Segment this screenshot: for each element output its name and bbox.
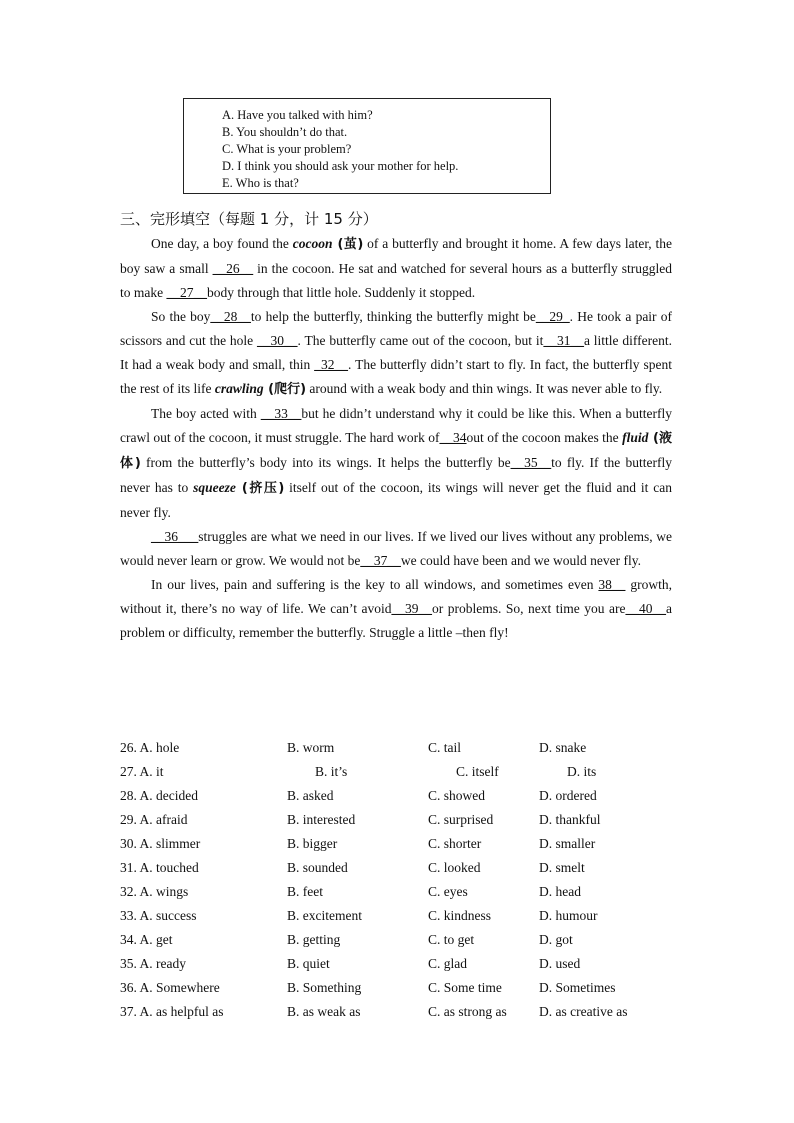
choice-c: C. showed (428, 788, 485, 803)
text: growth, without it, there’s no way of life. We can’t avoid (120, 577, 672, 616)
choice-d: D. smaller (539, 836, 596, 851)
choice-d: D. thankful (539, 812, 601, 827)
choice-d: D. as creative as (539, 1004, 628, 1019)
question-32 (120, 880, 680, 904)
choice-a: 33. A. success (120, 908, 197, 923)
paragraph-2 (120, 305, 672, 402)
choice-d: D. used (539, 956, 581, 971)
answer-choices (120, 736, 680, 1024)
choice-d: D. got (539, 932, 573, 947)
blank-27: __27__ (166, 285, 207, 300)
choice-c: C. surprised (428, 812, 494, 827)
choice-c: C. as strong as (428, 1004, 507, 1019)
choice-a: 31. A. touched (120, 860, 199, 875)
choice-c: C. shorter (428, 836, 482, 851)
text: around with a weak body and thin wings. It was never able to fly. (306, 381, 663, 396)
blank-29: __29_ (535, 309, 570, 324)
blank-32: _32__ (314, 357, 348, 372)
chinese-gloss: (茧) (332, 237, 364, 252)
choice-b: B. interested (287, 812, 356, 827)
choice-b: B. getting (287, 932, 341, 947)
option-a: A. Have you talked with him? (222, 108, 373, 122)
text: or problems. So, next time you are (431, 601, 626, 616)
text: struggles are what we need in our lives. If we lived our lives without any problems, we would never learn or grow. We would not be (120, 529, 672, 568)
chinese-gloss: (爬行) (263, 382, 307, 397)
question-28 (120, 784, 680, 808)
blank-37: __37__ (360, 553, 401, 568)
choice-a: 34. A. get (120, 932, 173, 947)
text: a problem or difficulty, remember the butterfly. Struggle a little –then fly! (120, 601, 673, 640)
chinese-gloss: (挤压) (235, 481, 285, 496)
choice-a: 30. A. slimmer (120, 836, 201, 851)
blank-39: __39__ (391, 601, 432, 616)
chinese-gloss: (液体) (120, 431, 672, 471)
text: itself out of the cocoon, its wings will never get the fluid and it can never fly. (120, 480, 672, 520)
question-27 (120, 760, 680, 784)
choice-b: B. feet (287, 884, 323, 899)
option-c: C. What is your problem? (222, 142, 352, 156)
blank-38: 38__ (598, 577, 626, 592)
blank-34: __34 (439, 430, 467, 445)
choice-a: 27. A. it (120, 764, 164, 779)
choice-a: 26. A. hole (120, 740, 180, 755)
blank-33: __33__ (260, 406, 302, 421)
choice-c: C. tail (428, 740, 461, 755)
choice-b: B. it’s (315, 764, 348, 779)
choice-d: D. snake (539, 740, 587, 755)
text: body through that little hole. Suddenly it stopped. (207, 285, 476, 300)
blank-28: __28__ (210, 309, 251, 324)
question-30 (120, 832, 680, 856)
choice-b: B. excitement (287, 908, 362, 923)
text: . The butterfly came out of the cocoon, but it (297, 333, 544, 348)
choice-b: B. quiet (287, 956, 330, 971)
choice-c: C. eyes (428, 884, 468, 899)
choice-c: C. to get (428, 932, 475, 947)
question-34 (120, 928, 680, 952)
paragraph-5 (120, 573, 672, 645)
question-33 (120, 904, 680, 928)
blank-30: __30__ (257, 333, 298, 348)
choice-d: D. Sometimes (539, 980, 616, 995)
keyword-squeeze: squeeze (193, 480, 236, 495)
blank-35: __35__ (510, 455, 552, 470)
question-37 (120, 1000, 680, 1024)
choice-a: 37. A. as helpful as (120, 1004, 224, 1019)
text: . The butterfly didn’t start to fly. In fact, the butterfly spent the rest of its life (120, 357, 672, 396)
blank-36: __36___ (151, 529, 199, 544)
text: we could have been and we would never fly. (400, 553, 642, 568)
text: from the butterfly’s body into its wings. It helps the butterfly be (140, 455, 511, 470)
option-e: E. Who is that? (222, 176, 299, 190)
choice-d: D. smelt (539, 860, 585, 875)
text: of a butterfly and brought it home. A few days later, the boy saw a small (120, 236, 672, 276)
text: One day, a boy found the (151, 236, 293, 251)
choice-a: 35. A. ready (120, 956, 186, 971)
cloze-passage (120, 232, 672, 645)
choice-d: D. ordered (539, 788, 597, 803)
choice-b: B. asked (287, 788, 334, 803)
text: to help the butterfly, thinking the butterfly might be (250, 309, 536, 324)
question-36 (120, 976, 680, 1000)
choice-b: B. worm (287, 740, 335, 755)
choice-b: B. sounded (287, 860, 348, 875)
choice-c: C. itself (456, 764, 499, 779)
option-b: B. You shouldn’t do that. (222, 125, 348, 139)
choice-c: C. glad (428, 956, 467, 971)
choice-c: C. looked (428, 860, 481, 875)
keyword-fluid: fluid (622, 430, 649, 445)
choice-d: D. head (539, 884, 581, 899)
question-31 (120, 856, 680, 880)
choice-b: B. bigger (287, 836, 338, 851)
choice-a: 29. A. afraid (120, 812, 188, 827)
question-29 (120, 808, 680, 832)
choice-d: D. its (567, 764, 597, 779)
choice-a: 36. A. Somewhere (120, 980, 220, 995)
choice-a: 28. A. decided (120, 788, 198, 803)
paragraph-1 (120, 232, 672, 305)
choice-d: D. humour (539, 908, 598, 923)
choice-c: C. Some time (428, 980, 502, 995)
text: . He took a pair of scissors and cut the hole (120, 309, 672, 348)
choice-c: C. kindness (428, 908, 492, 923)
section-title: 三、完形填空（每题 1 分，计 15 分） (120, 210, 378, 228)
blank-26: __26__ (212, 261, 254, 276)
keyword-cocoon: cocoon (292, 236, 333, 251)
text: but he didn’t understand why it could be like this. When a butterfly crawl out of the cocoon, it must struggle. The hard work of (120, 406, 673, 445)
choice-b: B. Something (287, 980, 362, 995)
text: The boy acted with (151, 406, 261, 421)
choice-b: B. as weak as (287, 1004, 361, 1019)
option-d: D. I think you should ask your mother for help. (222, 159, 459, 173)
text: in the cocoon. He sat and watched for several hours as a butterfly struggled to make (120, 261, 672, 300)
text: a little different. It had a weak body and small, thin (120, 333, 672, 372)
text: In our lives, pain and suffering is the key to all windows, and sometimes even (151, 577, 599, 592)
keyword-crawling: crawling (214, 381, 264, 396)
paragraph-4 (120, 525, 672, 573)
text: So the boy (151, 309, 211, 324)
text: to fly. If the butterfly never has to (120, 455, 672, 495)
paragraph-3 (120, 402, 672, 525)
question-26 (120, 736, 680, 760)
blank-31: __31__ (543, 333, 584, 348)
blank-40: __40__ (625, 601, 667, 616)
dialog-options-box (183, 98, 551, 194)
question-35 (120, 952, 680, 976)
text: out of the cocoon makes the (466, 430, 623, 445)
choice-a: 32. A. wings (120, 884, 189, 899)
